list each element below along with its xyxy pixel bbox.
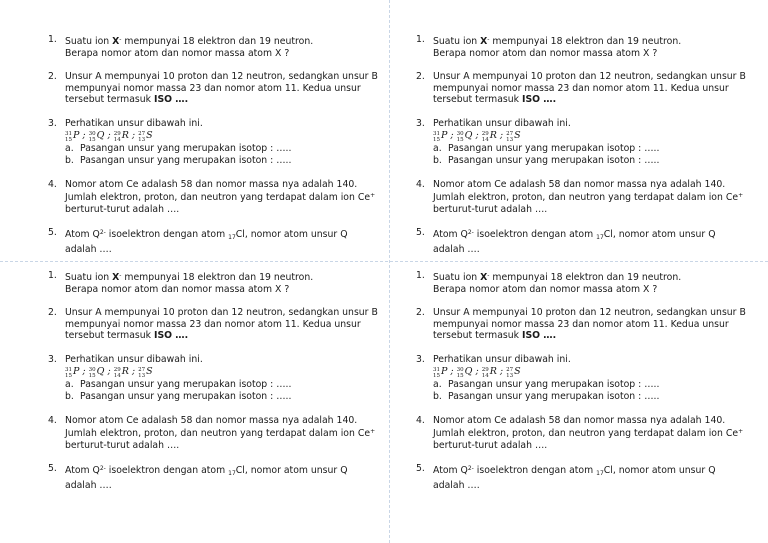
element-symbol: Q [464, 365, 473, 377]
question-text: isoelektron dengan atom [105, 229, 229, 241]
question-5 [48, 227, 378, 255]
sub-question-letter: a. [65, 143, 74, 155]
question-4 [48, 179, 378, 216]
ion-charge: + [370, 192, 376, 200]
atomic-number-subscript: 17 [596, 234, 604, 242]
question-list [416, 270, 746, 492]
separator: ; [128, 129, 139, 141]
question-text: Perhatikan unsur dibawah ini. [433, 353, 571, 365]
element-symbol: P [441, 365, 448, 377]
question-number: 5. [48, 227, 57, 239]
question-2 [48, 71, 378, 106]
atomic-number-subscript: 17 [228, 234, 236, 242]
element-symbol: P [441, 129, 448, 141]
atomic-number-subscript: 17 [228, 470, 236, 478]
question-number: 3. [416, 353, 425, 365]
question-number: 5. [416, 227, 425, 239]
question-text: Berapa nomor atom dan nomor massa atom X ? [433, 47, 658, 59]
sub-question-text: Pasangan unsur yang merupakan isotop : ….. [80, 379, 292, 391]
ion-charge: 2- [467, 229, 474, 237]
question-list [416, 34, 746, 256]
question-number: 2. [48, 71, 57, 83]
element-symbol: R [489, 365, 497, 377]
sub-question-list [65, 379, 378, 402]
question-text: mempunyai 18 elektron dan 19 neutron. [489, 272, 682, 283]
sub-question-text: Pasangan unsur yang merupakan isotop : ….. [448, 143, 660, 155]
sub-question-text: Pasangan unsur yang merupakan isotop : ….. [448, 379, 660, 391]
nuclide-numbers: 27 13 [138, 366, 146, 379]
question-text: Nomor atom Ce adalash 58 dan nomor massa nya adalah 140. Jumlah elektron, proton, dan neutron yang terdapat dalam ion Ce [65, 178, 371, 204]
nuclide-numbers: 27 13 [506, 130, 514, 143]
atomic-number-subscript: 17 [596, 470, 604, 478]
question-text: Cl, nomor atom unsur Q adalah …. [433, 229, 716, 255]
question-text: Unsur A mempunyai 10 proton dan 12 neutron, sedangkan unsur B mempunyai nomor massa 23 dan nomor atom 11. Kedua unsur tersebut termasuk [433, 307, 746, 342]
question-text: Atom Q [433, 229, 468, 241]
nuclide-numbers: 27 13 [506, 366, 514, 379]
ion-symbol: X [112, 36, 120, 47]
element-symbol: P [73, 365, 80, 377]
question-text: isoelektron dengan atom [473, 465, 597, 477]
question-text: berturut-turut adalah …. [433, 439, 548, 451]
nuclide-numbers: 30 15 [456, 366, 464, 379]
element-symbol: Q [96, 365, 105, 377]
question-text: Suatu ion [433, 272, 481, 283]
element-symbol: R [121, 129, 129, 141]
question-list [48, 270, 378, 492]
question-bold-text: ISO …. [522, 330, 557, 342]
question-text: Suatu ion [433, 36, 481, 47]
question-text: mempunyai 18 elektron dan 19 neutron. [121, 36, 314, 47]
quadrant-top-left [48, 34, 378, 268]
quadrant-top-right [416, 34, 746, 268]
sub-question-list [433, 143, 746, 166]
quadrant-bottom-right [416, 270, 746, 504]
question-number: 1. [48, 34, 57, 45]
separator: ; [447, 129, 457, 141]
question-1 [416, 270, 746, 295]
question-text: Perhatikan unsur dibawah ini. [65, 353, 203, 365]
question-number: 5. [416, 463, 425, 475]
element-symbol: S [146, 365, 153, 377]
ion-charge: 2- [99, 229, 106, 237]
question-number: 3. [48, 353, 57, 365]
ion-charge: - [119, 36, 122, 43]
question-text: berturut-turut adalah …. [65, 439, 180, 451]
nuclide-numbers: 31 15 [433, 130, 440, 143]
question-text: Suatu ion [65, 36, 113, 47]
element-symbol: Q [464, 129, 473, 141]
question-text: Unsur A mempunyai 10 proton dan 12 neutron, sedangkan unsur B mempunyai nomor massa 23 dan nomor atom 11. Kedua unsur tersebut termasuk [65, 307, 378, 342]
separator: ; [104, 365, 114, 377]
sub-question-a [433, 379, 746, 391]
question-text: mempunyai 18 elektron dan 19 neutron. [489, 36, 682, 47]
ion-charge: + [370, 428, 376, 436]
isotope-notation [433, 130, 521, 141]
nuclide-numbers: 29 14 [481, 366, 489, 379]
sub-question-b [433, 391, 746, 403]
sub-question-text: Pasangan unsur yang merupakan isoton : ….. [80, 154, 292, 166]
sub-question-text: Pasangan unsur yang merupakan isoton : ….. [80, 390, 292, 402]
ion-charge: - [119, 272, 122, 279]
question-text: Unsur A mempunyai 10 proton dan 12 neutron, sedangkan unsur B mempunyai nomor massa 23 dan nomor atom 11. Kedua unsur tersebut termasuk [65, 71, 378, 106]
ion-charge: + [738, 192, 744, 200]
ion-charge: - [487, 36, 490, 43]
question-number: 1. [416, 34, 425, 45]
separator: ; [79, 365, 89, 377]
question-3 [48, 354, 378, 403]
ion-charge: - [487, 272, 490, 279]
ion-charge: 2- [467, 465, 474, 473]
sub-question-text: Pasangan unsur yang merupakan isotop : ….. [80, 143, 292, 155]
question-text: Nomor atom Ce adalash 58 dan nomor massa nya adalah 140. Jumlah elektron, proton, dan neutron yang terdapat dalam ion Ce [433, 178, 739, 204]
question-bold-text: ISO …. [154, 330, 189, 342]
question-text: berturut-turut adalah …. [65, 203, 180, 215]
question-number: 2. [416, 307, 425, 319]
question-4 [48, 415, 378, 452]
question-text: Perhatikan unsur dibawah ini. [65, 117, 203, 129]
separator: ; [472, 365, 482, 377]
question-text: Atom Q [433, 465, 468, 477]
nuclide-numbers: 29 14 [113, 366, 121, 379]
question-text: Suatu ion [65, 272, 113, 283]
sub-question-b [433, 155, 746, 167]
quadrant-bottom-left [48, 270, 378, 504]
element-symbol: S [514, 129, 521, 141]
question-1 [416, 34, 746, 59]
separator: ; [496, 129, 507, 141]
question-number: 4. [416, 178, 425, 190]
separator: ; [472, 129, 482, 141]
question-2 [416, 71, 746, 106]
element-symbol: R [121, 365, 129, 377]
nuclide-numbers: 29 14 [113, 130, 121, 143]
element-symbol: S [146, 129, 153, 141]
question-list [48, 34, 378, 256]
separator: ; [447, 365, 457, 377]
question-text: Unsur A mempunyai 10 proton dan 12 neutron, sedangkan unsur B mempunyai nomor massa 23 dan nomor atom 11. Kedua unsur tersebut termasuk [433, 71, 746, 106]
sub-question-letter: b. [65, 390, 74, 402]
question-text: Berapa nomor atom dan nomor massa atom X ? [65, 283, 290, 295]
question-text: mempunyai 18 elektron dan 19 neutron. [121, 272, 314, 283]
sub-question-a [65, 379, 378, 391]
nuclide-numbers: 31 15 [65, 130, 72, 143]
question-1 [48, 34, 378, 59]
question-number: 3. [48, 117, 57, 129]
isotope-notation [65, 130, 153, 141]
sub-question-text: Pasangan unsur yang merupakan isoton : ….. [448, 390, 660, 402]
element-symbol: P [73, 129, 80, 141]
separator: ; [128, 365, 139, 377]
separator: ; [79, 129, 89, 141]
sub-question-letter: b. [65, 154, 74, 166]
vertical-cut-line [389, 0, 390, 543]
question-text: berturut-turut adalah …. [433, 203, 548, 215]
isotope-notation [65, 366, 153, 377]
question-4 [416, 179, 746, 216]
question-5 [48, 463, 378, 491]
nuclide-numbers: 31 15 [433, 366, 440, 379]
question-3 [416, 354, 746, 403]
sub-question-letter: b. [433, 154, 442, 166]
question-text: Berapa nomor atom dan nomor massa atom X ? [433, 283, 658, 295]
question-number: 1. [416, 270, 425, 281]
ion-symbol: X [480, 272, 488, 283]
sub-question-list [65, 143, 378, 166]
question-number: 1. [48, 270, 57, 281]
sub-question-letter: a. [65, 379, 74, 391]
element-symbol: Q [96, 129, 105, 141]
separator: ; [496, 365, 507, 377]
nuclide-numbers: 30 15 [456, 130, 464, 143]
nuclide-numbers: 30 15 [88, 130, 96, 143]
nuclide-numbers: 29 14 [481, 130, 489, 143]
question-text: Perhatikan unsur dibawah ini. [433, 117, 571, 129]
separator: ; [104, 129, 114, 141]
question-bold-text: ISO …. [522, 94, 557, 106]
question-number: 4. [416, 414, 425, 426]
question-text: isoelektron dengan atom [473, 229, 597, 241]
nuclide-numbers: 31 15 [65, 366, 72, 379]
question-text: Nomor atom Ce adalash 58 dan nomor massa nya adalah 140. Jumlah elektron, proton, dan neutron yang terdapat dalam ion Ce [65, 414, 371, 440]
ion-charge: + [738, 428, 744, 436]
element-symbol: R [489, 129, 497, 141]
question-number: 4. [48, 178, 57, 190]
ion-charge: 2- [99, 465, 106, 473]
question-text: isoelektron dengan atom [105, 465, 229, 477]
question-3 [416, 118, 746, 167]
sub-question-letter: b. [433, 390, 442, 402]
question-1 [48, 270, 378, 295]
sub-question-b [65, 155, 378, 167]
question-text: Cl, nomor atom unsur Q adalah …. [65, 229, 348, 255]
question-number: 2. [48, 307, 57, 319]
question-bold-text: ISO …. [154, 94, 189, 106]
ion-symbol: X [112, 272, 120, 283]
element-symbol: S [514, 365, 521, 377]
question-text: Atom Q [65, 229, 100, 241]
question-number: 5. [48, 463, 57, 475]
nuclide-numbers: 27 13 [138, 130, 146, 143]
question-text: Berapa nomor atom dan nomor massa atom X ? [65, 47, 290, 59]
sub-question-text: Pasangan unsur yang merupakan isoton : ….. [448, 154, 660, 166]
question-2 [48, 307, 378, 342]
sub-question-a [433, 143, 746, 155]
question-5 [416, 463, 746, 491]
question-text: Cl, nomor atom unsur Q adalah …. [433, 465, 716, 491]
question-text: Cl, nomor atom unsur Q adalah …. [65, 465, 348, 491]
sub-question-letter: a. [433, 379, 442, 391]
sub-question-b [65, 391, 378, 403]
question-number: 2. [416, 71, 425, 83]
question-2 [416, 307, 746, 342]
question-text: Atom Q [65, 465, 100, 477]
isotope-notation [433, 366, 521, 377]
question-4 [416, 415, 746, 452]
question-text: Nomor atom Ce adalash 58 dan nomor massa nya adalah 140. Jumlah elektron, proton, dan neutron yang terdapat dalam ion Ce [433, 414, 739, 440]
question-number: 4. [48, 414, 57, 426]
sub-question-list [433, 379, 746, 402]
question-number: 3. [416, 117, 425, 129]
nuclide-numbers: 30 15 [88, 366, 96, 379]
question-5 [416, 227, 746, 255]
ion-symbol: X [480, 36, 488, 47]
sub-question-a [65, 143, 378, 155]
question-3 [48, 118, 378, 167]
sub-question-letter: a. [433, 143, 442, 155]
